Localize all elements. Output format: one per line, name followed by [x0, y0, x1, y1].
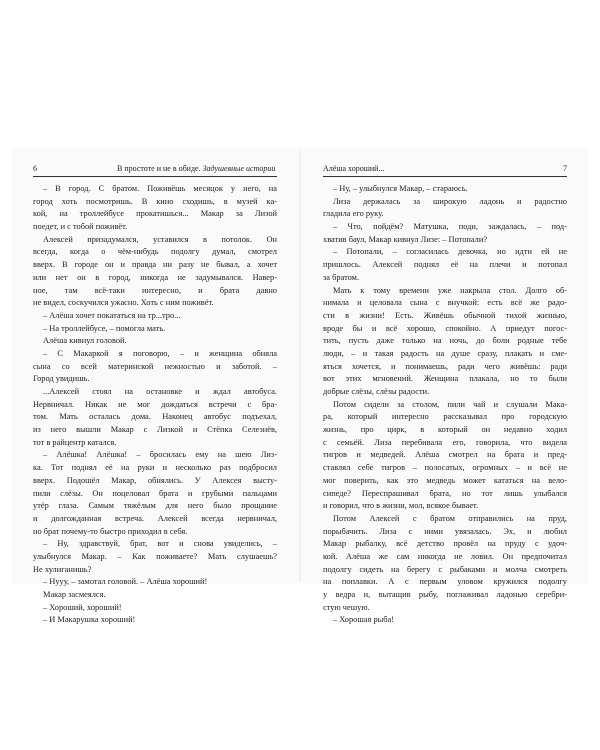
text-line: – На троллейбусе, – помогла мать. [43, 323, 166, 333]
text-line: – Потопали, – согласилась девочка, но идти ей не [333, 247, 567, 257]
left-header-title: В простоте и не в обиде. Задушевные истории [117, 164, 276, 173]
text-line: том. Мать осталась дома. Наконец автобус подъехал, [33, 412, 277, 422]
text-line: Нервничал. Никак не мог дождаться встречи с бра- [33, 399, 277, 409]
text-line: ное, там всё-таки интересно, и брата давно [33, 285, 277, 295]
text-line: Потом Алексей с братом отправились на пруд, [333, 513, 567, 523]
text-line: ...Алексей стоял на остановке и ждал автобуса. [43, 387, 277, 396]
text-line: пили слёзы. Он поцеловал брата и грубыми пальцами [33, 488, 277, 498]
book-gutter [299, 150, 301, 582]
text-line: люди, – и такая радость на душе сразу, плакать и сме- [323, 348, 567, 358]
text-line: пришлось. Алексей поднял её на плечи и потопал [323, 260, 567, 270]
text-line: хватив баул, Макар кивнул Лизе: – Потопали? [323, 234, 488, 244]
text-line: город хоть посмотришь. В кино сходишь, в музей ка- [33, 196, 277, 206]
text-line: подолгу сидеть на берегу с рыбаками и молча смотреть [323, 564, 567, 574]
right-running-header [323, 163, 567, 177]
text-line: жизнь, про цирк, в который он недавно ходил [323, 425, 567, 435]
right-page [323, 163, 567, 627]
text-line: сти в жизни! Есть. Живёшь обычной тихой жизнью, [323, 310, 567, 320]
text-line: вверх. Подошёл Макар, обнялись. У Алексея высту- [33, 475, 277, 485]
text-line: тить, пусть даже только на ночь, до боли родные тебе [323, 336, 567, 346]
text-line: всегда, когда о чём-нибудь подолгу думал, смотрел [33, 247, 277, 257]
text-line: – Алёшка! Алёшка! – бросилась ему на шею Лиз- [43, 450, 277, 460]
text-line: ка. Тот поднял её на руки и несколько раз подбросил [33, 463, 277, 473]
left-running-header [33, 163, 277, 177]
right-page-number: 7 [563, 164, 567, 173]
text-line: мог поверить, как это медведь может кататься на вело- [323, 475, 567, 485]
left-page-number: 6 [33, 164, 37, 173]
right-header-title: Алёша хороший... [323, 164, 385, 173]
left-header-subtitle: Задушевные истории [202, 164, 276, 173]
text-line: кой. Алёша же сам никогда не ловил. Он предпочитал [323, 551, 567, 561]
text-line: и говорил, что в жизни, мол, всякое бывает. [323, 501, 479, 511]
text-line: Макар рыбалку, всё детство провёл на пруду с удоч- [323, 539, 567, 549]
right-page-body [323, 183, 567, 627]
text-line: – Нууу, – замотал головой. – Алёша хороший! [43, 577, 208, 587]
text-line: – Хороший, хороший! [43, 602, 122, 612]
text-line: поедет, и с тобой поживёт. [33, 222, 128, 232]
text-line: яться хочется, и понимаешь, ради чего живёшь: ради [323, 361, 567, 371]
text-line: но брат почему-то быстро приходил в себя. [33, 526, 188, 536]
text-line: гладила его руку. [323, 209, 384, 219]
text-line: кой, на троллейбусе прокатишься... Макар за Лизой [33, 209, 277, 219]
text-line: вроде бы и всё хорошо, спокойно. А приедут погос- [323, 323, 567, 333]
text-line: из него вышли Макар с Лизкой и Стёпка Селезнёв, [33, 425, 277, 435]
text-line: сына со всей материнской нежностью и заботой. – [33, 361, 277, 371]
text-line: – Что, пойдём? Матушка, поди, заждалась, – под- [333, 222, 567, 232]
left-page-body [33, 183, 277, 627]
text-line: – С Макаркой я поговорю, – и женщина обняла [43, 348, 277, 358]
text-line: за братом. [323, 272, 360, 282]
text-line: улыбнулся Макар. – Как поживаете? Мать слушаешь? [33, 551, 277, 561]
text-line: Макар засмеялся. [43, 590, 106, 599]
text-line: Алексей призадумался, уставился в потолок. Он [43, 234, 277, 244]
text-line: утёр глаза. Самым тяжёлым для него было прощание [33, 501, 277, 511]
text-line: Потом сидели за столом, пили чай и слушали Мака- [333, 399, 567, 409]
text-line: нимала и целовала сына с внучкой: есть всё же радо- [323, 298, 567, 308]
text-line: добрые слёзы, слёзы радости. [323, 387, 430, 396]
text-line: или нет он в город, никогда не задумывался. Навер- [33, 272, 277, 282]
text-line: ставлял себе тигров – полосатых, огромных – и всё не [323, 463, 567, 473]
text-line: у ведра и, вытащив рыбу, поглаживал ладонью серебри- [323, 590, 567, 599]
text-line: сипеде? Переспрашивал брата, но тот лишь улыбался [323, 488, 567, 498]
text-line: тигров и медведей. Алёша смотрел на брата и пред- [323, 450, 567, 460]
text-line: Мать к тому времени уже накрыла стол. Долго об- [333, 285, 567, 295]
text-line: на поплавки. А с первым уловом кружился подолгу [323, 577, 567, 587]
text-line: Алёша кивнул головой. [43, 336, 127, 346]
text-line: порыбачить. Лиза с ними увязалась. Эх, и любил [323, 526, 567, 536]
text-line: Город увидишь. [33, 374, 90, 384]
text-line: Лиза держалась за широкую ладонь и радостно [333, 196, 567, 206]
text-line: вот этих мгновений. Женщина плакала, но то были [323, 374, 567, 384]
text-line: – Ну, здравствуй, брат, вот и снова увиделись, – [43, 539, 277, 549]
text-line: – Ну, – улыбнулся Макар, – стараюсь. [333, 184, 468, 193]
text-line: тот в райцентр катался. [33, 437, 117, 447]
text-line: и долгожданная встреча. Алексей всегда нервничал, [33, 513, 277, 523]
text-line: с семьёй. Лиза перебивала его, говорила, что видела [323, 437, 567, 447]
text-line: вверх. В городе он и правда ни разу не бывал, а хочет [33, 260, 277, 270]
text-line: – Хорошая рыба! [333, 615, 395, 625]
left-page [33, 163, 277, 627]
text-line: не видел, соскучился ужасно. Хоть с ним поживёт. [33, 298, 214, 308]
text-line: – Алёша хочет покататься на тр...тро... [43, 310, 181, 320]
text-line: Не хулиганишь? [33, 564, 92, 574]
text-line: – И Макарушка хороший! [43, 615, 136, 625]
text-line: – В город. С братом. Поживёшь месяцок у него, на [43, 184, 277, 193]
text-line: стую чешую. [323, 602, 370, 612]
text-line: ра, который интересно рассказывал про городскую [323, 412, 567, 422]
